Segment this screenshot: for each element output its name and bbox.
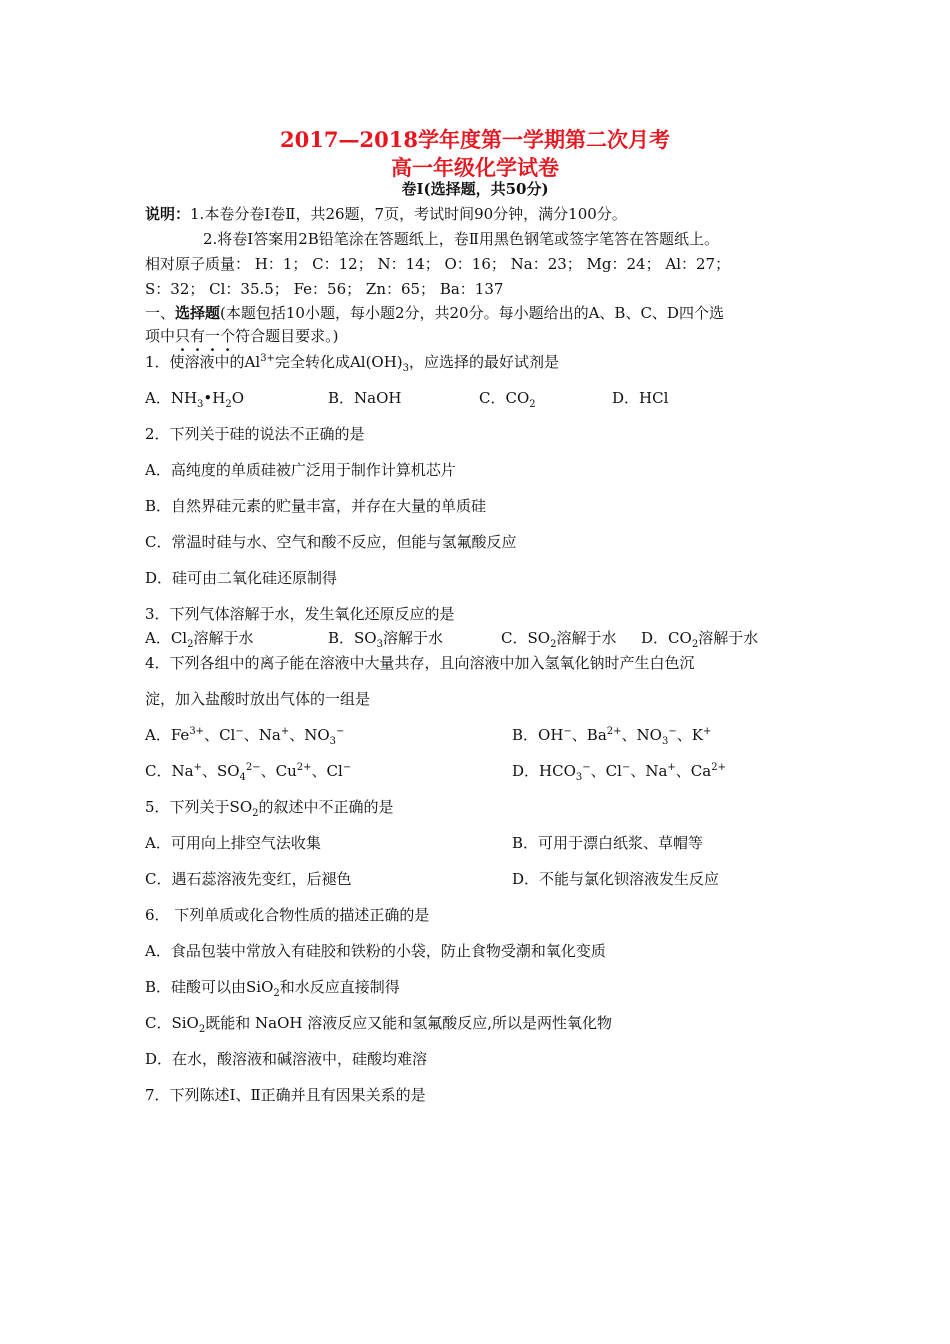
question-1-stem: 1．使溶液中的$Al^{3+}$完全转化成$Al(OH)_3$，应选择的最好试剂是 — [145, 353, 560, 374]
atomic-mass-line1: 相对原子质量： H：1； C：12； N：14； O：16； Na：23； Mg：24； Al：27； — [145, 255, 731, 273]
question-1-option-a: A．$NH_3•H_2O$ — [145, 389, 245, 410]
instructions-line1: 说明：1.本卷分卷Ⅰ卷Ⅱ，共26题，7页，考试时间90分钟，满分100分。 — [145, 205, 627, 223]
atomic-mass-line2: S：32； Cl：35.5； Fe：56； Zn：65； Ba：137 — [145, 280, 504, 298]
question-7-stem: 7．下列陈述Ⅰ、Ⅱ正确并且有因果关系的是 — [145, 1086, 426, 1104]
emphasis-dot-char: 个 — [220, 327, 236, 345]
question-3-option-c: C．$SO_2$溶解于水 — [501, 629, 617, 650]
exam-title-line2: 高一年级化学试卷 — [391, 155, 559, 180]
question-4-option-b: B．OH−、$Ba^{2+}$、$NO_3^-$、K+ — [512, 726, 712, 747]
question-2-option-c: C．常温时硅与水、空气和酸不反应，但能与氢氟酸反应 — [145, 533, 517, 551]
question-6-option-a: A．食品包装中常放入有硅胶和铁粉的小袋，防止食物受潮和氧化变质 — [145, 942, 606, 960]
question-6-stem: 6． 下列单质或化合物性质的描述正确的是 — [145, 906, 430, 924]
question-1-option-c: C．$CO_2$ — [479, 389, 536, 410]
question-2-option-a: A．高纯度的单质硅被广泛用于制作计算机芯片 — [145, 461, 456, 479]
instructions-label: 说明： — [145, 205, 191, 223]
question-5-stem: 5．下列关于$SO_2$的叙述中不正确的是 — [145, 798, 394, 819]
question-5-option-a: A．可用向上排空气法收集 — [145, 834, 321, 852]
question-5-option-c: C．遇石蕊溶液先变红，后褪色 — [145, 870, 352, 888]
volume-subtitle: 卷Ⅰ(选择题，共50分) — [401, 180, 549, 198]
question-3-option-d: D．$CO_2$溶解于水 — [641, 629, 759, 650]
question-5-option-d: D．不能与氯化钡溶液发生反应 — [512, 870, 720, 888]
question-6-option-d: D．在水，酸溶液和碱溶液中，硅酸均难溶 — [145, 1050, 428, 1068]
question-5-option-b: B．可用于漂白纸浆、草帽等 — [512, 834, 704, 852]
question-2-option-d: D．硅可由二氧化硅还原制得 — [145, 569, 338, 587]
question-1-option-b: B．NaOH — [328, 389, 402, 407]
question-2-option-b: B．自然界硅元素的贮量丰富，并存在大量的单质硅 — [145, 497, 487, 515]
exam-title-line1: 2017—2018学年度第一学期第二次月考 — [280, 127, 670, 152]
emphasis-dot-char: 只 — [175, 327, 191, 345]
question-3-stem: 3．下列气体溶解于水，发生氧化还原反应的是 — [145, 605, 455, 623]
question-3-option-a: A．$Cl_2$溶解于水 — [145, 629, 254, 650]
question-3-option-b: B．$SO_3$溶解于水 — [328, 629, 443, 650]
emphasis-dot-char: 一 — [205, 327, 221, 345]
section-desc-line2: 项中只有一个符合题目要求。) — [145, 327, 339, 345]
question-4-stem-line1: 4．下列各组中的离子能在溶液中大量共存，且向溶液中加入氢氧化钠时产生白色沉 — [145, 654, 695, 672]
emphasis-dot-char: 有 — [190, 327, 206, 345]
question-6-option-b: B．硅酸可以由SiO$_2$和水反应直接制得 — [145, 978, 400, 999]
question-4-stem-line2: 淀，加入盐酸时放出气体的一组是 — [145, 690, 371, 708]
question-4-option-a: A．$Fe^{3+}$、Cl−、Na+、$NO_3^-$ — [145, 726, 345, 747]
question-6-option-c: C．SiO$_2$既能和 NaOH 溶液反应又能和氢氟酸反应,所以是两性氧化物 — [145, 1014, 612, 1035]
section-header: 一、选择题(本题包括10小题，每小题2分，共20分。每小题给出的A、B、C、D四个选 — [145, 304, 724, 322]
question-2-stem: 2．下列关于硅的说法不正确的是 — [145, 425, 365, 443]
question-1-option-d: D．HCl — [612, 389, 669, 407]
question-4-option-c: C．Na+、$SO_4^{2-}$、$Cu^{2+}$、Cl− — [145, 762, 352, 783]
instructions-line2: 2.将卷Ⅰ答案用2B铅笔涂在答题纸上，卷Ⅱ用黑色钢笔或签字笔答在答题纸上。 — [203, 230, 720, 248]
question-4-option-d: D．$HCO_3^-$、Cl−、Na+、$Ca^{2+}$ — [512, 762, 726, 783]
section-name: 选择题 — [175, 304, 221, 322]
